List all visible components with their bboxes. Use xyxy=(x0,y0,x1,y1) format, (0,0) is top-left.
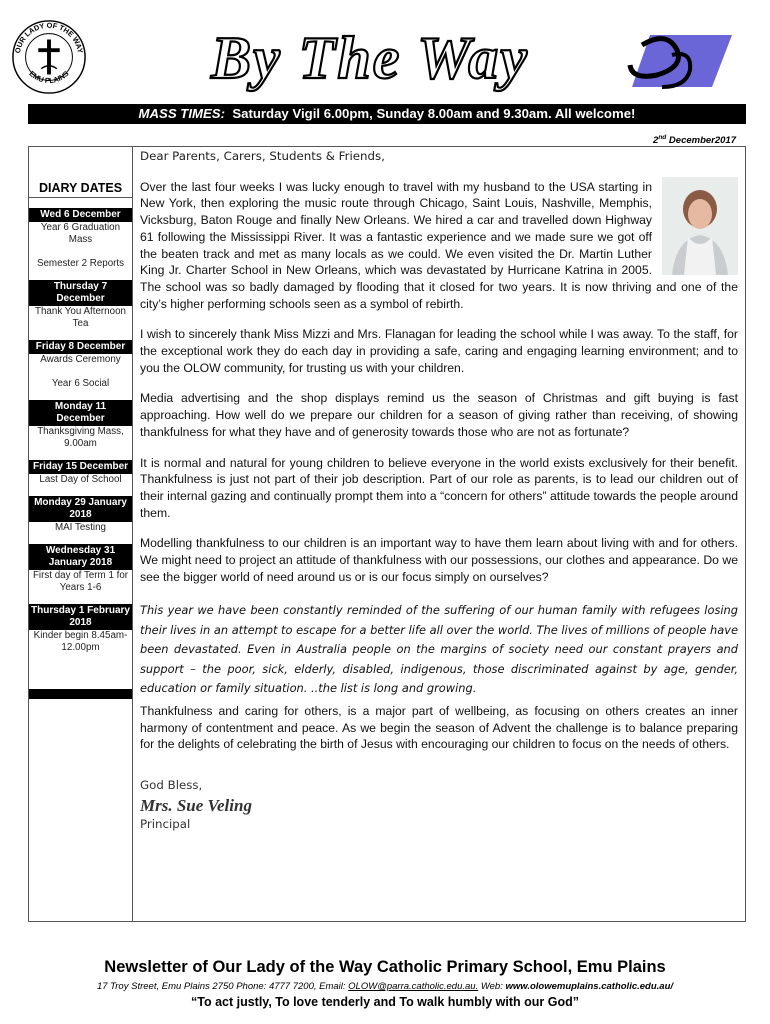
letter-paragraph-5: Modelling thankfulness to our children is an important way to have them learn about living with and for others. We might need to project an attitude of thankfulness with our possessions, our clothes and appearance. Do we see the bigger world of need around us or is our focus simply on ourselves? xyxy=(140,536,738,584)
website-link[interactable]: www.olowemuplains.catholic.edu.au/ xyxy=(505,981,674,992)
closing-text: God Bless, xyxy=(140,778,203,793)
diary-event-text: MAI Testing xyxy=(54,522,106,533)
diary-event-date: Friday 8 December xyxy=(29,340,132,354)
diary-spacer xyxy=(29,246,132,258)
diary-event-text: Year 6 Graduation Mass xyxy=(40,222,121,245)
diary-spacer xyxy=(29,654,132,664)
diary-event-text: Awards Ceremony xyxy=(40,354,121,365)
letter-paragraph-4: It is normal and natural for young children to believe everyone in the world exists exclusively for their benefit. Thankfulness is just not part of their job description. Part of our role as parents, is to lead our children out of their internal gazing and continually prompt them into a “concern for others” attitude towards the people around them. xyxy=(140,455,738,520)
newsletter-title xyxy=(110,12,630,102)
letter-paragraph xyxy=(140,179,738,313)
column-divider xyxy=(132,146,133,921)
crest-bottom-text: EMU PLAINS xyxy=(27,68,71,86)
diary-event-text: Year 6 Social xyxy=(51,378,110,389)
email-link[interactable]: OLOW@parra.catholic.edu.au. xyxy=(348,981,479,992)
diary-event-text: First day of Term 1 for Years 1-6 xyxy=(32,570,129,593)
diary-spacer xyxy=(29,366,132,378)
mass-times-bar xyxy=(28,104,746,124)
letter-paragraph-2: I wish to sincerely thank Miss Mizzi and Mrs. Flanagan for leading the school while I was away. To the staff, for the exceptional work they do each day in providing a safe, caring and engaging learning environment; and to you the OLOW community, for trusting us with your children. xyxy=(140,327,738,375)
diary-event-date: Thursday 1 February 2018 xyxy=(29,604,132,630)
letter-paragraph-1: Over the last four weeks I was lucky enough to travel with my husband to the USA starting in New York, then exploring the music route through Chicago, Saint Louis, Nashville, Memphis, Vicksburg, Baton Rouge and finally New Orleans. We hired a car and travelled down Highway 61 following the Mississippi River. It was a fantastic experience and we made sure we got off the beaten track and met as many locals as we could. We even visited the Dr. Martin Luther King Jr. Charter School in New Orleans, which was devastated by Hurricane Katrina in 2005. The school was so badly damaged by flooding that it closed for two years. It is now thriving and one of the city’s higher performing schools seen as a symbol of rebirth. xyxy=(140,179,738,311)
letter-paragraph-6-italic: This year we have been constantly reminded of the suffering of our human family with refugees losing their lives in an attempt to escape for a better life all over the world. The lives of millions of people have been devastated. Even in Australia people on the margins of society need our constant prayers and support – the poor, sick, elderly, disabled, indigenous, those discriminated against by age, gender, education or family situation. ..the list is long and growing. xyxy=(140,603,738,696)
swirl-logo xyxy=(612,25,752,100)
signature: Mrs. Sue Veling xyxy=(140,795,252,815)
diary-spacer xyxy=(29,534,132,544)
diary-event-date: Monday 29 January 2018 xyxy=(29,496,132,522)
footer-title: Newsletter of Our Lady of the Way Catholic Primary School, Emu Plains xyxy=(104,958,666,976)
signoff xyxy=(140,777,738,833)
diary-event-text: Thanksgiving Mass, 9.00am xyxy=(37,426,124,449)
footer xyxy=(0,958,770,1009)
school-crest-logo xyxy=(10,18,88,96)
diary-event-date: Wednesday 31 January 2018 xyxy=(29,544,132,570)
sidebar-end-bar xyxy=(29,689,132,699)
diary-spacer xyxy=(29,450,132,460)
diary-event-text: Semester 2 Reports xyxy=(36,258,125,269)
diary-spacer xyxy=(29,390,132,400)
diary-event-text: Thank You Afternoon Tea xyxy=(35,306,126,329)
principal-letter xyxy=(140,148,738,833)
letter-greeting: Dear Parents, Carers, Students & Friends, xyxy=(140,149,385,163)
signatory-role: Principal xyxy=(140,817,191,832)
school-motto: “To act justly, To love tenderly and To walk humbly with our God” xyxy=(191,995,579,1009)
issue-date: 2nd December2017 xyxy=(653,134,736,147)
letter-paragraph-3: Media advertising and the shop displays remind us the season of Christmas and gift buying is fast approaching. How well do we prepare our children for a season of giving rather than receiving, of showing thankfulness for what they have and of generosity towards those who are not as fortunate? xyxy=(140,391,738,439)
diary-spacer xyxy=(29,486,132,496)
diary-event-date: Monday 11 December xyxy=(29,400,132,426)
diary-spacer xyxy=(29,594,132,604)
mass-times-label: MASS TIMES: xyxy=(138,106,225,121)
diary-event-date: Thursday 7 December xyxy=(29,280,132,306)
letter-paragraph-7: Thankfulness and caring for others, is a major part of wellbeing, as focusing on others creates an inner harmony of contentment and peace. As we begin the season of Advent the challenge is to balance preparing for the delights of celebrating the birth of Jesus with encouraging our children to focus on the needs of others. xyxy=(140,703,738,752)
diary-event-date: Friday 15 December xyxy=(29,460,132,474)
crest-top-text: OUR LADY OF THE WAY xyxy=(12,20,86,54)
diary-event-text: Kinder begin 8.45am-12.00pm xyxy=(33,630,128,653)
diary-events xyxy=(29,208,132,664)
newsletter-title-text: By The Way xyxy=(211,25,529,91)
diary-spacer xyxy=(29,270,132,280)
principal-photo xyxy=(662,177,738,275)
footer-address: 17 Troy Street, Emu Plains 2750 Phone: 4777 7200, Email: OLOW@parra.catholic.edu.au. Web: www.olowemuplains.catholic.edu.au/ xyxy=(96,981,674,992)
mass-times-text: Saturday Vigil 6.00pm, Sunday 8.00am and 9.30am. All welcome! xyxy=(232,106,636,121)
diary-spacer xyxy=(29,330,132,340)
diary-sidebar xyxy=(29,178,132,699)
diary-event-date: Wed 6 December xyxy=(29,208,132,222)
diary-title: DIARY DATES xyxy=(29,178,132,198)
diary-event-text: Last Day of School xyxy=(39,474,122,485)
